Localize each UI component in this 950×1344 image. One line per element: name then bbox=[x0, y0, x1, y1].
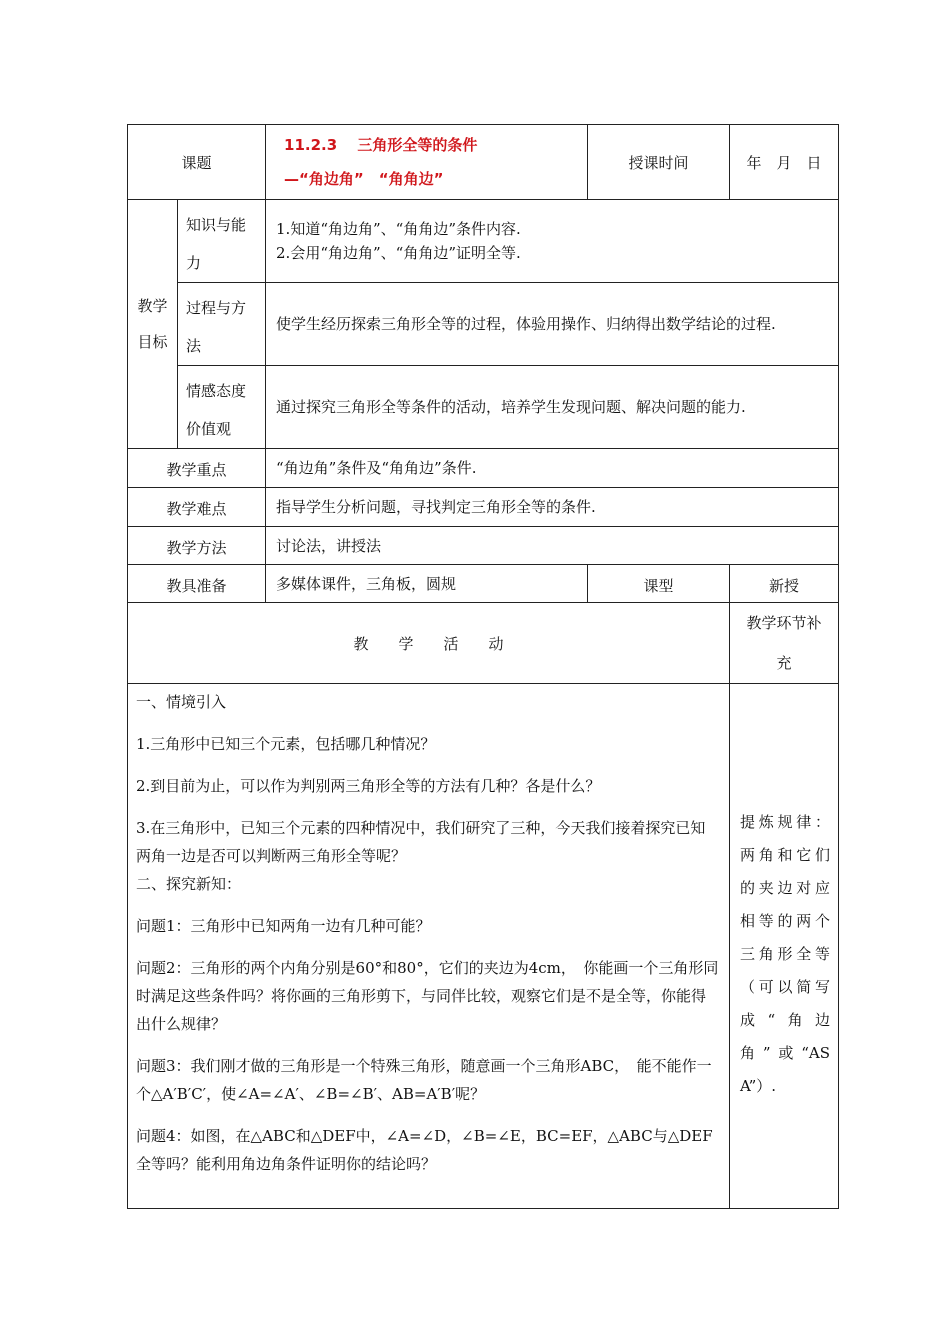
side-note-line: （可以简写 bbox=[740, 978, 831, 996]
goal-knowledge-label-line1: 知识与能 bbox=[186, 216, 247, 234]
lesson-type-label: 课型 bbox=[588, 565, 730, 603]
side-note-line: 成“角边 bbox=[740, 1011, 831, 1029]
goal-attitude-label-line1: 情感态度 bbox=[186, 382, 247, 400]
goal-process-label bbox=[178, 283, 266, 366]
time-label: 授课时间 bbox=[588, 125, 730, 200]
supplement-header-line2: 充 bbox=[776, 654, 792, 672]
side-note-line: 相等的两个 bbox=[740, 912, 831, 930]
lesson-title-line2: —“角边角” “角角边” bbox=[284, 170, 444, 188]
lesson-title-line1: 11.2.3 三角形全等的条件 bbox=[284, 136, 478, 154]
intro-question-2: 2.到目前为止，可以作为判别两三角形全等的方法有几种？各是什么？ bbox=[136, 777, 601, 795]
lesson-plan-table bbox=[127, 124, 839, 1209]
goal-process-label-line2: 法 bbox=[186, 337, 202, 355]
intro-question-1: 1.三角形中已知三个元素，包括哪几种情况？ bbox=[136, 735, 436, 753]
side-note-line: 三角形全等 bbox=[740, 945, 831, 963]
side-note-line: 角”或“AS bbox=[740, 1044, 831, 1062]
method-text: 讨论法，讲授法 bbox=[266, 527, 839, 565]
goals-label-line2: 目标 bbox=[137, 333, 168, 351]
tools-text: 多媒体课件，三角板，圆规 bbox=[266, 565, 588, 603]
activity-content bbox=[128, 684, 730, 1209]
goal-attitude-label-line2: 价值观 bbox=[186, 420, 232, 438]
lesson-title bbox=[266, 125, 588, 200]
goal-knowledge-text-line1: 1.知道“角边角”、“角角边”条件内容. bbox=[276, 220, 521, 238]
intro-question-3: 3.在三角形中，已知三个元素的四种情况中，我们研究了三种，今天我们接着探究已知两角一边是否可以判断两三角形全等呢？ bbox=[136, 819, 706, 865]
side-note bbox=[730, 684, 839, 1209]
side-note-line: 提炼规律： bbox=[740, 813, 831, 831]
section-explore-heading: 二、探究新知： bbox=[136, 875, 242, 893]
supplement-header bbox=[730, 603, 839, 684]
method-label: 教学方法 bbox=[128, 527, 266, 565]
side-note-line: 的夹边对应 bbox=[740, 879, 831, 897]
section-intro-heading: 一、情境引入 bbox=[136, 693, 227, 711]
goal-knowledge-text-line2: 2.会用“角边角”、“角角边”证明全等. bbox=[276, 244, 521, 262]
goal-process-text: 使学生经历探索三角形全等的过程，体验用操作、归纳得出数学结论的过程. bbox=[266, 283, 839, 366]
goals-label-line1: 教学 bbox=[137, 297, 168, 315]
explore-problem-1: 问题1：三角形中已知两角一边有几种可能？ bbox=[136, 917, 431, 935]
goal-attitude-text: 通过探究三角形全等条件的活动，培养学生发现问题、解决问题的能力. bbox=[266, 366, 839, 449]
tools-label: 教具准备 bbox=[128, 565, 266, 603]
lesson-type-value: 新授 bbox=[730, 565, 839, 603]
supplement-header-line1: 教学环节补 bbox=[746, 614, 822, 632]
explore-problem-4: 问题4：如图，在△ABC和△DEF中，∠A=∠D，∠B=∠E，BC=EF，△ABC与△DEF全等吗？能利用角边角条件证明你的结论吗？ bbox=[136, 1127, 713, 1173]
goal-process-label-line1: 过程与方 bbox=[186, 299, 247, 317]
goal-knowledge-text bbox=[266, 200, 839, 283]
topic-label: 课题 bbox=[128, 125, 266, 200]
goal-attitude-label bbox=[178, 366, 266, 449]
goal-knowledge-label bbox=[178, 200, 266, 283]
side-note-line: 两角和它们 bbox=[740, 846, 831, 864]
difficulty-text: 指导学生分析问题，寻找判定三角形全等的条件. bbox=[266, 488, 839, 527]
key-point-label: 教学重点 bbox=[128, 449, 266, 488]
explore-problem-3: 问题3：我们刚才做的三角形是一个特殊三角形，随意画一个三角形ABC， 能不能作一个△A′B′C′，使∠A=∠A′、∠B=∠B′、AB=A′B′呢？ bbox=[136, 1057, 712, 1103]
difficulty-label: 教学难点 bbox=[128, 488, 266, 527]
explore-problem-2: 问题2：三角形的两个内角分别是60°和80°，它们的夹边为4cm， 你能画一个三角形同时满足这些条件吗？将你画的三角形剪下，与同伴比较，观察它们是不是全等，你能得出什么规律？ bbox=[136, 959, 719, 1033]
goals-label bbox=[128, 200, 178, 449]
activity-header: 教学活动 bbox=[128, 603, 730, 684]
key-point-text: “角边角”条件及“角角边”条件. bbox=[266, 449, 839, 488]
goal-knowledge-label-line2: 力 bbox=[186, 254, 202, 272]
date-field: 年 月 日 bbox=[730, 125, 839, 200]
side-note-line: A”）. bbox=[740, 1077, 777, 1095]
